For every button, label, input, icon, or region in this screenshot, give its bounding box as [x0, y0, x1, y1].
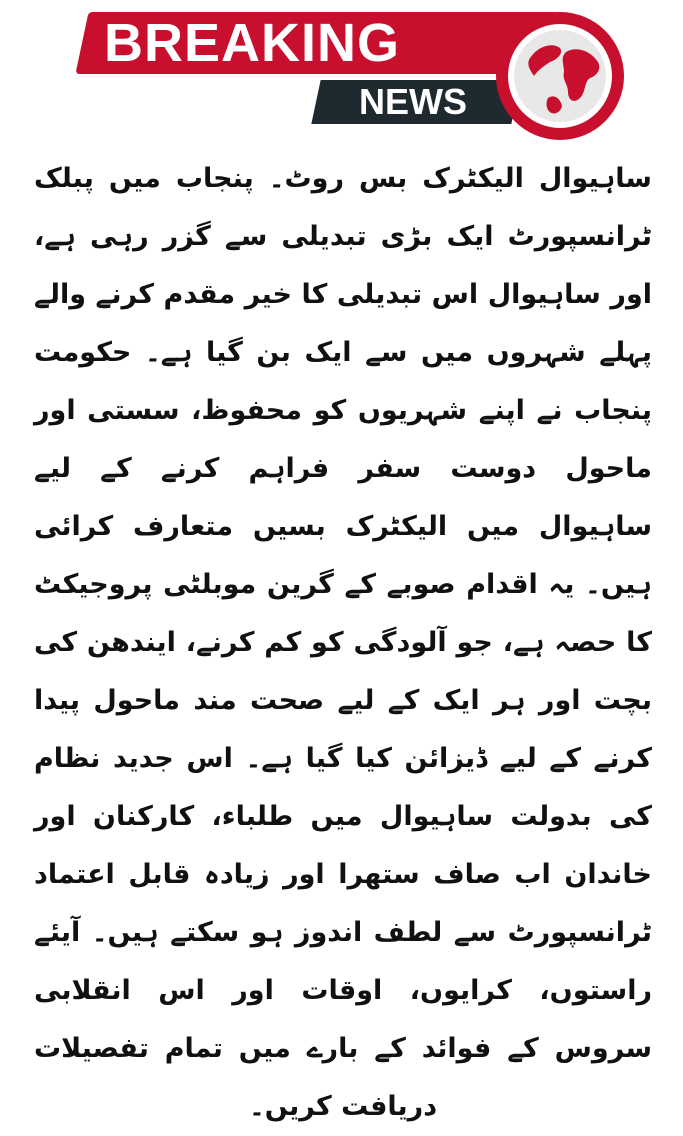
breaking-news-banner — [0, 0, 683, 150]
news-label: NEWS — [359, 81, 467, 122]
article-body: ساہیوال الیکٹرک بس روٹ۔ پنجاب میں پبلک ٹرانسپورٹ ایک بڑی تبدیلی سے گزر رہی ہے، اور ساہیوال اس تبدیلی کا خیر مقدم کرنے والے پہلے شہروں میں سے ایک بن گیا ہے۔ حکومت پنجاب نے اپنے شہریوں کو محفوظ، سستی اور ماحول دوست سفر فراہم کرنے کے لیے ساہیوال میں الیکٹرک بسیں متعارف کرائی ہیں۔ یہ اقدام صوبے کے گرین موبلٹی پروجیکٹ کا حصہ ہے، جو آلودگی کو کم کرنے، ایندھن کی بچت اور ہر ایک کے لیے صحت مند ماحول پیدا کرنے کے لیے ڈیزائن کیا گیا ہے۔ اس جدید نظام کی بدولت ساہیوال میں طلباء، کارکنان اور خاندان اب صاف ستھرا اور زیادہ قابل اعتماد ٹرانسپورٹ سے لطف اندوز ہو سکتے ہیں۔ آیئے راستوں، کرایوں، اوقات اور اس انقلابی سروس کے فوائد کے بارے میں تمام تفصیلات دریافت کریں۔ — [34, 163, 652, 1122]
breaking-label: BREAKING — [104, 13, 401, 73]
globe-icon — [490, 6, 630, 146]
